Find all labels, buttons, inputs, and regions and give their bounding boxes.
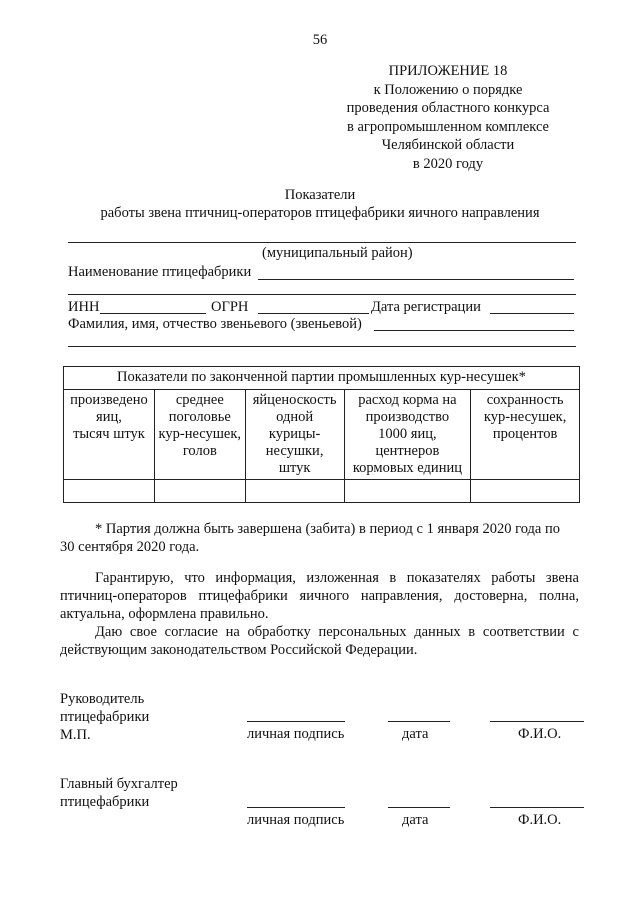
head-date-caption: дата <box>402 726 429 742</box>
page-number: 56 <box>312 32 328 48</box>
head-signature-line[interactable] <box>247 721 345 722</box>
appendix-line: Челябинской области <box>381 137 515 153</box>
head-date-line[interactable] <box>388 721 450 722</box>
column-header-survival: сохранность кур-несушек, процентов <box>471 390 580 480</box>
accountant-name-line[interactable] <box>490 807 584 808</box>
inn-field-line[interactable] <box>100 313 206 314</box>
farm-name-label: Наименование птицефабрики <box>68 264 252 280</box>
appendix-block <box>330 62 566 173</box>
head-signature-caption: личная подпись <box>247 726 345 742</box>
column-header-feed: расход корма на производство 1000 яиц, центнеров кормовых единиц <box>344 390 471 480</box>
stamp-place: М.П. <box>60 727 91 743</box>
heading-line-1: Показатели <box>284 187 356 203</box>
leader-name-field-line[interactable] <box>374 330 574 331</box>
accountant-signer-line-1: Главный бухгалтер <box>60 776 178 792</box>
heading-line-2: работы звена птичниц-операторов птицефабрики яичного направления <box>100 205 540 221</box>
guarantee-line-3: актуальна, оформлена правильно. <box>60 606 269 622</box>
guarantee-line-2: птичниц-операторов птицефабрики яичного направления, достоверна, полна, <box>60 588 579 604</box>
reg-date-field-line[interactable] <box>490 313 574 314</box>
appendix-line: в 2020 году <box>412 155 484 172</box>
table-cell-feed[interactable] <box>344 480 471 503</box>
column-header-stock: среднее поголовье кур-несушек, голов <box>154 390 245 480</box>
table-header: Показатели по законченной партии промышленных кур-несушек* <box>64 367 580 390</box>
column-header-laying: яйценоскость одной курицы- несушки, штук <box>245 390 344 480</box>
table-cell-laying[interactable] <box>245 480 344 503</box>
indicators-table <box>63 366 580 503</box>
footnote-line-1: * Партия должна быть завершена (забита) в период с 1 января 2020 года по <box>95 521 561 537</box>
head-signer-line-1: Руководитель <box>60 691 145 707</box>
column-header-eggs: произведено яиц, тысяч штук <box>64 390 155 480</box>
table-cell-eggs[interactable] <box>64 480 155 503</box>
farm-name-extra-line[interactable] <box>68 294 576 295</box>
inn-label: ИНН <box>68 299 100 315</box>
accountant-name-caption: Ф.И.О. <box>518 812 562 828</box>
ogrn-label: ОГРН <box>211 299 249 315</box>
head-name-caption: Ф.И.О. <box>518 726 562 742</box>
accountant-signature-caption: личная подпись <box>247 812 345 828</box>
table-cell-survival[interactable] <box>471 480 580 503</box>
appendix-line: в агропромышленном комплексе <box>346 118 549 135</box>
reg-date-label: Дата регистрации <box>371 299 481 315</box>
head-signer-line-2: птицефабрики <box>60 709 150 725</box>
leader-name-label: Фамилия, имя, отчество звеньевого (звеньевой) <box>68 316 362 332</box>
consent-line-2: действующим законодательством Российской Федерации. <box>60 642 418 658</box>
consent-line-1: Даю свое согласие на обработку персональных данных в соответствии с <box>95 624 579 640</box>
appendix-title: ПРИЛОЖЕНИЕ 18 <box>388 63 508 79</box>
footnote-line-2: 30 сентября 2020 года. <box>60 539 200 555</box>
appendix-line: проведения областного конкурса <box>346 100 550 116</box>
leader-name-extra-line[interactable] <box>68 346 576 347</box>
document-heading <box>60 186 580 222</box>
guarantee-line-1: Гарантирую, что информация, изложенная в показателях работы звена <box>95 570 579 586</box>
accountant-date-caption: дата <box>402 812 429 828</box>
appendix-line: к Положению о порядке <box>373 81 523 98</box>
head-name-line[interactable] <box>490 721 584 722</box>
accountant-signer-line-2: птицефабрики <box>60 794 150 810</box>
accountant-date-line[interactable] <box>388 807 450 808</box>
ogrn-field-line[interactable] <box>258 313 369 314</box>
district-field-line[interactable] <box>68 242 576 243</box>
district-caption: (муниципальный район) <box>262 245 413 261</box>
table-cell-stock[interactable] <box>154 480 245 503</box>
farm-name-field-line[interactable] <box>258 279 574 280</box>
accountant-signature-line[interactable] <box>247 807 345 808</box>
